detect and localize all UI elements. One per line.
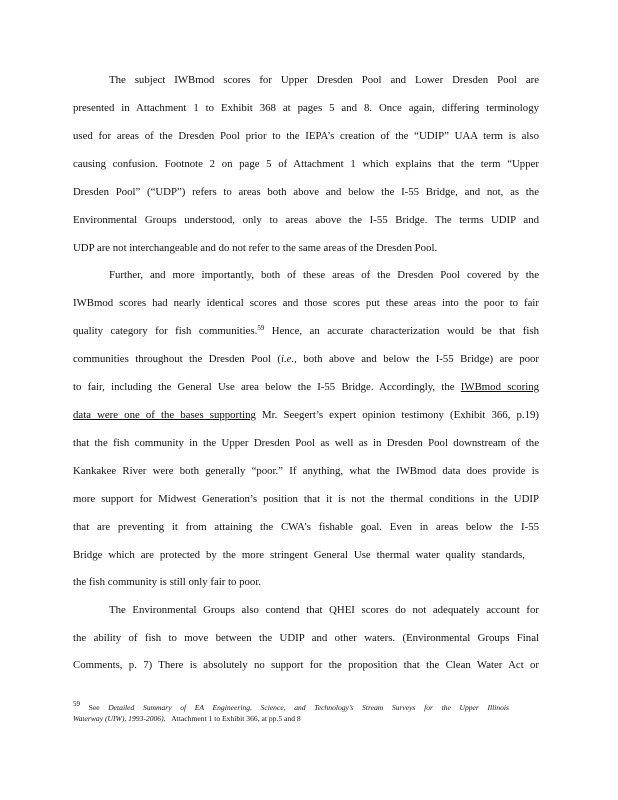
paragraph-2-line-12: the fish community is still only fair to poor. [73, 576, 262, 588]
paragraph-2-line-7: that the fish community in the Upper Dresden Pool as well as in Dresden Pool downstream of the [73, 437, 539, 449]
paragraph-2-line-2: IWBmod scores had nearly identical scores and those scores put these areas into the poor to fair [73, 297, 539, 309]
paragraph-2-line-5 [73, 380, 539, 394]
paragraph-2-line-3-b: Hence, an accurate characterization would be that fish [264, 325, 539, 337]
paragraph-2-line-4-b: both above and below the I-55 Bridge) are poor [296, 353, 539, 365]
paragraph-1-line-4: causing confusion. Footnote 2 on page 5 of Attachment 1 which explains that the term “Upper [73, 158, 539, 170]
footnote-citation: Attachment 1 to Exhibit 366, at pp.5 and 8 [171, 714, 301, 723]
ie-abbrev: i.e., [280, 353, 297, 365]
paragraph-2-line-6 [73, 408, 539, 422]
paragraph-2-line-3-a: quality category for fish communities. [73, 325, 258, 337]
paragraph-1-line-3: used for areas of the Dresden Pool prior to the IEPA’s creation of the “UDIP” UAA term is also [73, 130, 539, 142]
paragraph-1-line-5: Dresden Pool” (“UDP”) refers to areas both above and below the I-55 Bridge, and not, as the [73, 186, 539, 198]
footnote-line-2 [73, 714, 509, 724]
footnote-title-2: Waterway (UIW), 1993-2006), [73, 714, 166, 723]
footnote-marker: 59 [73, 700, 80, 708]
paragraph-2-line-10: that are preventing it from attaining the CWA’s fishable goal. Even in areas below the I-55 [73, 521, 539, 533]
paragraph-2-line-5-a: to fair, including the General Use area below the I-55 Bridge. Accordingly, the [73, 381, 461, 393]
paragraph-2-line-11: Bridge which are protected by the more stringent General Use thermal water quality standards, [73, 549, 525, 561]
paragraph-2-line-3 [73, 324, 539, 338]
paragraph-3-line-2: the ability of fish to move between the UDIP and other waters. (Environmental Groups Final [73, 632, 539, 644]
paragraph-1-line-6: Environmental Groups understood, only to areas above the I-55 Bridge. The terms UDIP and [73, 214, 539, 226]
paragraph-3-line-3: Comments, p. 7) There is absolutely no support for the proposition that the Clean Water Act or [73, 659, 539, 671]
footnote-title-1: Detailed Summary of EA Engineering, Science, and Technology’s Stream Surveys for the Upper Illinois [108, 703, 509, 712]
paragraph-1-line-7: UDP are not interchangeable and do not refer to the same areas of the Dresden Pool. [73, 242, 438, 254]
paragraph-1-line-1: The subject IWBmod scores for Upper Dresden Pool and Lower Dresden Pool are [109, 74, 539, 86]
paragraph-2-line-9: more support for Midwest Generation’s position that it is not the thermal conditions in the UDIP [73, 493, 539, 505]
paragraph-2-line-6-b: Mr. Seegert’s expert opinion testimony (Exhibit 366, p.19) [255, 409, 539, 421]
underlined-text-2: data were one of the bases supporting [73, 409, 256, 421]
paragraph-2-line-1: Further, and more importantly, both of these areas of the Dresden Pool covered by the [109, 269, 539, 281]
paragraph-2-line-8: Kankakee River were both generally “poor.” If anything, what the IWBmod data does provide is [73, 465, 539, 477]
footnote-ref-59: 59 [257, 324, 265, 332]
footnote-line-1 [73, 700, 509, 713]
footnote-see: See [88, 703, 100, 712]
paragraph-3-line-1: The Environmental Groups also contend that QHEI scores do not adequately account for [109, 604, 539, 616]
paragraph-1-line-2: presented in Attachment 1 to Exhibit 368 at pages 5 and 8. Once again, differing terminology [73, 102, 539, 114]
paragraph-2-line-4-a: communities throughout the Dresden Pool ( [73, 353, 281, 365]
underlined-text-1: IWBmod scoring [460, 381, 539, 393]
paragraph-2-line-4 [73, 352, 539, 366]
